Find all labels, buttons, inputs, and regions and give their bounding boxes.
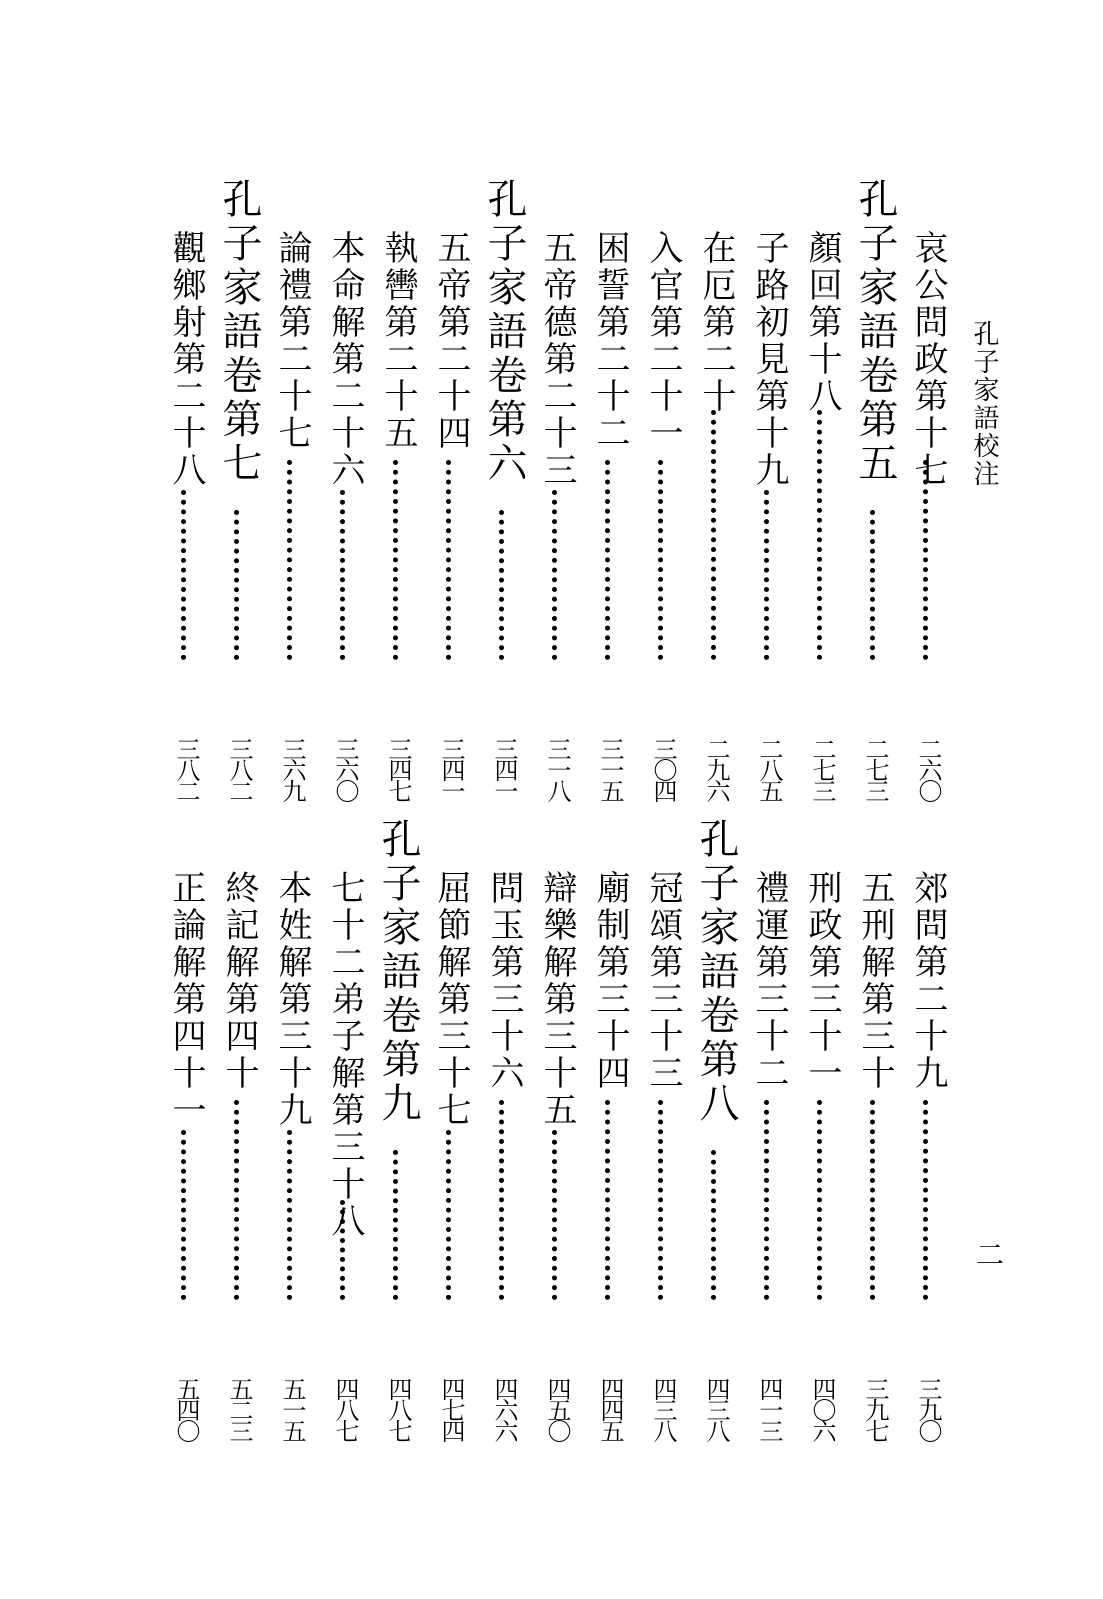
toc-entry-title: 七十二弟子解第三十八	[325, 870, 365, 1240]
toc-entry-title: 郊問第二十九	[908, 870, 948, 1092]
toc-entry	[428, 230, 474, 800]
toc-entry-title: 觀鄉射第二十八	[166, 230, 206, 489]
toc-entry-page: 二六〇	[914, 737, 942, 800]
toc-entry-title: 終記解第四十	[219, 870, 259, 1092]
toc-entry	[587, 870, 633, 1440]
toc-entry-page: 三九七	[861, 1377, 889, 1440]
toc-entry-page: 四三八	[649, 1377, 677, 1440]
leader-dots	[446, 460, 451, 660]
leader-dots	[287, 1130, 292, 1300]
toc-entry-title: 哀公問政第十七	[908, 230, 948, 489]
toc-entry-page: 三四七	[384, 737, 412, 800]
toc-entry-page: 四三八	[702, 1377, 730, 1440]
leader-dots	[764, 490, 769, 660]
toc-entry-page: 二八五	[755, 737, 783, 800]
leader-dots	[817, 1100, 822, 1300]
toc-entry-page: 二七三	[861, 737, 889, 800]
toc-volume-heading	[693, 818, 739, 1440]
toc-entry-title: 五帝第二十四	[431, 230, 471, 452]
toc-entry	[587, 230, 633, 800]
toc-entry	[693, 230, 739, 800]
toc-entry-page: 四四五	[596, 1377, 624, 1440]
leader-dots	[658, 1100, 663, 1300]
toc-entry	[905, 230, 951, 800]
toc-entry	[640, 870, 686, 1440]
toc-entry	[852, 870, 898, 1440]
toc-entry-title: 入官第二十一	[643, 230, 683, 452]
leader-dots	[605, 1100, 610, 1300]
leader-dots	[499, 1100, 504, 1300]
toc-entry-title: 孔子家語卷第五	[852, 178, 898, 486]
toc-entry-page: 四一三	[755, 1377, 783, 1440]
toc-entry-page: 三四一	[490, 737, 518, 800]
toc-entry-page: 五四〇	[172, 1377, 200, 1440]
leader-dots	[287, 460, 292, 660]
toc-entry-page: 四〇六	[808, 1377, 836, 1440]
toc-entry-page: 二七三	[808, 737, 836, 800]
toc-entry	[428, 870, 474, 1440]
toc-entry	[799, 870, 845, 1440]
toc-lower-half	[0, 818, 1103, 1440]
leader-dots	[234, 1100, 239, 1300]
toc-upper-half	[0, 178, 1103, 800]
toc-volume-heading	[852, 178, 898, 800]
toc-entry	[746, 870, 792, 1440]
toc-entry	[163, 870, 209, 1440]
toc-entry-title: 論禮第二十七	[272, 230, 312, 452]
leader-dots	[234, 510, 239, 660]
toc-volume-heading	[375, 818, 421, 1440]
toc-entry-page: 二九六	[702, 737, 730, 800]
toc-entry	[640, 230, 686, 800]
toc-entry-title: 執轡第二十五	[378, 230, 418, 452]
toc-entry	[163, 230, 209, 800]
leader-dots	[870, 1100, 875, 1300]
toc-entry-page: 五一五	[278, 1377, 306, 1440]
toc-entry-title: 本姓解第三十九	[272, 870, 312, 1129]
leader-dots	[870, 510, 875, 660]
leader-dots	[393, 460, 398, 660]
toc-entry	[799, 230, 845, 800]
toc-entry-page: 三一五	[596, 737, 624, 800]
leader-dots	[711, 410, 716, 660]
toc-entry-page: 三八二	[172, 737, 200, 800]
leader-dots	[817, 410, 822, 660]
toc-volume-heading	[481, 178, 527, 800]
toc-entry-title: 在厄第二十	[696, 230, 736, 415]
toc-entry-page: 三六〇	[331, 737, 359, 800]
toc-entry-title: 屈節解第三十七	[431, 870, 471, 1129]
toc-entry-page: 三八二	[225, 737, 253, 800]
toc-entry-title: 禮運第三十二	[749, 870, 789, 1092]
leader-dots	[499, 510, 504, 660]
toc-entry-page: 四五〇	[543, 1377, 571, 1440]
toc-entry-page: 四七四	[437, 1377, 465, 1440]
toc-entry-page: 三〇四	[649, 737, 677, 800]
leader-dots	[711, 1150, 716, 1300]
toc-entry-title: 正論解第四十一	[166, 870, 206, 1129]
toc-entry	[269, 870, 315, 1440]
toc-entry-page: 五二三	[225, 1377, 253, 1440]
toc-entry-title: 孔子家語卷第六	[481, 178, 527, 486]
leader-dots	[393, 1150, 398, 1300]
toc-entry-page: 三四一	[437, 737, 465, 800]
leader-dots	[552, 1130, 557, 1300]
toc-entry	[905, 870, 951, 1440]
toc-entry	[269, 230, 315, 800]
leader-dots	[658, 460, 663, 660]
toc-entry-page: 四八七	[384, 1377, 412, 1440]
toc-entry-title: 本命解第二十六	[325, 230, 365, 489]
leader-dots	[923, 1100, 928, 1300]
toc-entry-title: 孔子家語卷第七	[216, 178, 262, 486]
toc-entry-page: 三一八	[543, 737, 571, 800]
toc-entry-title: 孔子家語卷第八	[693, 818, 739, 1126]
toc-entry-page: 三九〇	[914, 1377, 942, 1440]
toc-entry-title: 困誓第二十二	[590, 230, 630, 452]
toc-entry	[481, 870, 527, 1440]
toc-entry-title: 孔子家語卷第九	[375, 818, 421, 1126]
toc-entry-title: 子路初見第十九	[749, 230, 789, 489]
toc-entry-title: 刑政第三十一	[802, 870, 842, 1092]
toc-entry	[216, 870, 262, 1440]
leader-dots	[605, 460, 610, 660]
toc-entry-page: 四六六	[490, 1377, 518, 1440]
toc-entry-title: 問玉第三十六	[484, 870, 524, 1092]
toc-entry-page: 三六九	[278, 737, 306, 800]
leader-dots	[340, 490, 345, 660]
toc-entry-page: 四八七	[331, 1377, 359, 1440]
leader-dots	[181, 1130, 186, 1300]
toc-volume-heading	[216, 178, 262, 800]
toc-entry-title: 冠頌第三十三	[643, 870, 683, 1092]
toc-entry	[534, 230, 580, 800]
toc-entry	[322, 870, 368, 1440]
toc-entry	[375, 230, 421, 800]
toc-entry	[534, 870, 580, 1440]
running-header: 孔子家語校注	[969, 320, 999, 488]
leader-dots	[340, 1200, 345, 1300]
toc-entry-title: 五帝德第二十三	[537, 230, 577, 489]
toc-entry-title: 辯樂解第三十五	[537, 870, 577, 1129]
leader-dots	[764, 1100, 769, 1300]
toc-entry-title: 顏回第十八	[802, 230, 842, 415]
toc-entry	[746, 230, 792, 800]
toc-entry	[322, 230, 368, 800]
leader-dots	[923, 460, 928, 660]
toc-entry-title: 廟制第三十四	[590, 870, 630, 1092]
leader-dots	[446, 1130, 451, 1300]
toc-entry-title: 五刑解第三十	[855, 870, 895, 1092]
leader-dots	[181, 490, 186, 660]
leader-dots	[552, 490, 557, 660]
page-number: 二	[972, 1240, 1005, 1268]
